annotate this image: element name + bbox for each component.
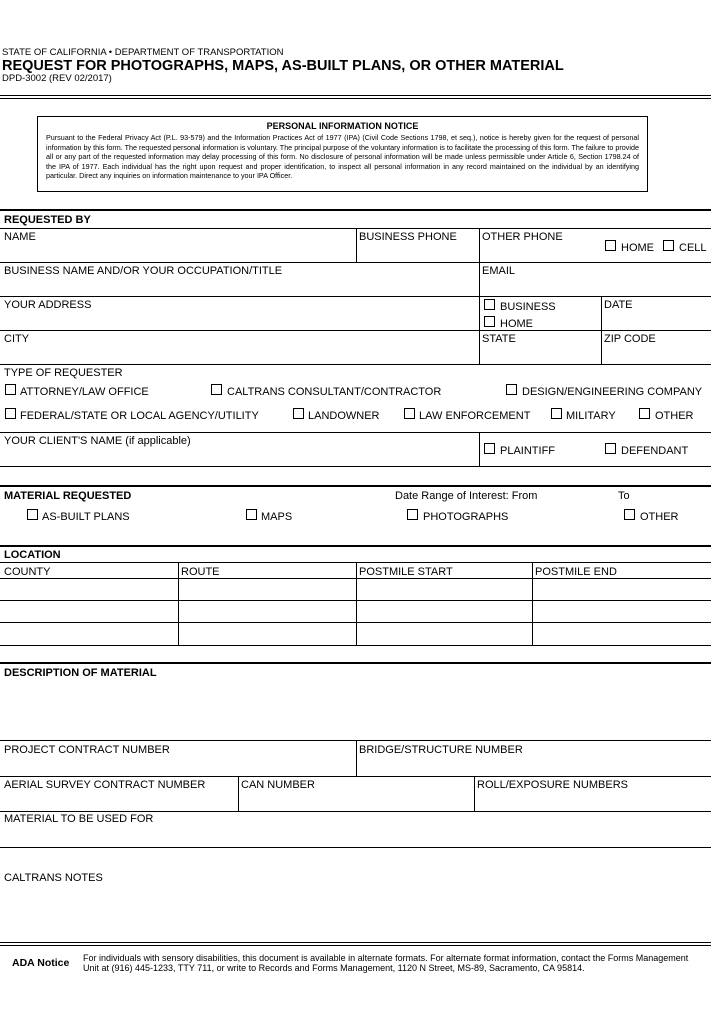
agency-label: FEDERAL/STATE OR LOCAL AGENCY/UTILITY [20,410,259,422]
county-column-header: COUNTY [4,566,51,578]
other-requester-checkbox[interactable] [639,408,650,419]
agency-line: STATE OF CALIFORNIA • DEPARTMENT OF TRANSPORTATION [2,47,284,58]
type-of-requester-heading: TYPE OF REQUESTER [4,367,123,379]
personal-information-notice [37,116,648,192]
attorney-label: ATTORNEY/LAW OFFICE [20,386,149,398]
section-rule [0,209,711,211]
postmile-start-cell[interactable] [358,624,530,643]
date-field[interactable] [603,312,709,330]
email-label: EMAIL [482,265,516,277]
description-field[interactable] [2,682,709,738]
row-rule [0,330,711,331]
law-enforcement-label: LAW ENFORCEMENT [419,410,531,422]
section-rule [0,545,711,547]
cell-phone-checkbox[interactable] [663,240,674,251]
photographs-label: PHOTOGRAPHS [423,511,509,523]
row-rule [0,262,711,263]
design-checkbox[interactable] [506,384,517,395]
plaintiff-label: PLAINTIFF [500,445,556,457]
can-number-label: CAN NUMBER [241,779,315,791]
route-cell[interactable] [180,580,354,599]
row-rule [0,811,711,812]
postmile-start-cell[interactable] [358,602,530,621]
row-rule [0,776,711,777]
consultant-label: CALTRANS CONSULTANT/CONTRACTOR [227,386,442,398]
row-rule [0,296,711,297]
row-rule [0,847,711,848]
business-address-checkbox[interactable] [484,299,495,310]
email-field[interactable] [481,278,709,296]
aerial-survey-label: AERIAL SURVEY CONTRACT NUMBER [4,779,206,791]
postmile-end-cell[interactable] [534,602,709,621]
landowner-checkbox[interactable] [293,408,304,419]
material-use-field[interactable] [2,827,709,845]
aerial-survey-field[interactable] [2,792,236,810]
row-rule [0,364,711,365]
col-rule [479,330,480,364]
postmile-start-column-header: POSTMILE START [359,566,453,578]
col-rule [178,562,179,645]
col-rule [479,262,480,296]
date-range-to-field[interactable] [634,488,708,502]
roll-exposure-label: ROLL/EXPOSURE NUMBERS [477,779,628,791]
defendant-checkbox[interactable] [605,443,616,454]
client-name-field[interactable] [2,448,477,466]
postmile-start-cell[interactable] [358,580,530,599]
project-contract-field[interactable] [2,757,354,775]
landowner-label: LANDOWNER [308,410,380,422]
military-label: MILITARY [566,410,616,422]
county-cell[interactable] [2,624,176,643]
business-phone-field[interactable] [358,244,478,262]
caltrans-notes-field[interactable] [2,886,709,940]
asbuilt-checkbox[interactable] [27,509,38,520]
military-checkbox[interactable] [551,408,562,419]
client-name-label: YOUR CLIENT'S NAME (if applicable) [4,435,191,447]
form-title: REQUEST FOR PHOTOGRAPHS, MAPS, AS-BUILT PLANS, OR OTHER MATERIAL [2,58,564,74]
county-cell[interactable] [2,580,176,599]
address-label: YOUR ADDRESS [4,299,92,311]
project-contract-label: PROJECT CONTRACT NUMBER [4,744,170,756]
business-phone-label: BUSINESS PHONE [359,231,457,243]
row-rule [0,645,711,646]
form-id: DPD-3002 (REV 02/2017) [2,73,112,84]
requested-by-heading: REQUESTED BY [4,214,91,226]
bridge-structure-label: BRIDGE/STRUCTURE NUMBER [359,744,523,756]
business-address-label: BUSINESS [500,301,556,313]
zip-label: ZIP CODE [604,333,656,345]
postmile-end-cell[interactable] [534,624,709,643]
cell-phone-label: CELL [679,242,707,254]
row-rule [0,466,711,467]
col-rule [238,776,239,811]
business-name-field[interactable] [2,278,477,296]
footer-rule [0,942,711,943]
law-enforcement-checkbox[interactable] [404,408,415,419]
route-column-header: ROUTE [181,566,220,578]
business-name-label: BUSINESS NAME AND/OR YOUR OCCUPATION/TITLE [4,265,283,277]
state-field[interactable] [481,346,599,364]
defendant-label: DEFENDANT [621,445,689,457]
col-rule [601,296,602,330]
consultant-checkbox[interactable] [211,384,222,395]
photographs-checkbox[interactable] [407,509,418,520]
description-heading: DESCRIPTION OF MATERIAL [4,667,157,679]
plaintiff-checkbox[interactable] [484,443,495,454]
postmile-end-cell[interactable] [534,580,709,599]
date-label: DATE [604,299,633,311]
col-rule [479,228,480,262]
col-rule [479,296,480,330]
route-cell[interactable] [180,624,354,643]
col-rule [356,740,357,776]
maps-label: MAPS [261,511,293,523]
other-material-label: OTHER [640,511,679,523]
maps-checkbox[interactable] [246,509,257,520]
can-number-field[interactable] [240,792,472,810]
location-heading: LOCATION [4,549,61,561]
ada-notice-label: ADA Notice [12,957,70,969]
date-range-from-field[interactable] [540,488,612,502]
col-rule [474,776,475,811]
date-range-from-label: Date Range of Interest: From [395,490,538,502]
city-label: CITY [4,333,30,345]
asbuilt-label: AS-BUILT PLANS [42,511,130,523]
postmile-end-column-header: POSTMILE END [535,566,617,578]
county-cell[interactable] [2,602,176,621]
section-rule [0,662,711,664]
agency-checkbox[interactable] [5,408,16,419]
notice-title: PERSONAL INFORMATION NOTICE [266,121,419,131]
col-rule [601,330,602,364]
row-rule [0,432,711,433]
col-rule [479,432,480,466]
notice-body: Pursuant to the Federal Privacy Act (P.L. 93-579) and the Information Practices Act of 1977 (IPA) (Civil Code Sections 1798, et seq.), notice is hereby given for the request of personal information by this form. The requested personal information is voluntary. The principal purpose of the voluntary information is to facilitate the processing of this form. The failure to provide all or any part of the requested information may delay processing of this form. No disclosure of personal information will be made unless permissible under Article 6, Section 1798.24 of the IPA of 1977. Each individual has the right upon request and proper identification, to inspect all personal information in any record maintained on the individual by an identifying particular. Direct any inquiries on information maintenance to your IPA Officer. [46,133,639,181]
caltrans-notes-label: CALTRANS NOTES [4,872,103,884]
state-label: STATE [482,333,516,345]
home-address-checkbox[interactable] [484,316,495,327]
material-requested-heading: MATERIAL REQUESTED [4,490,132,502]
name-field[interactable] [2,244,354,262]
home-phone-checkbox[interactable] [605,240,616,251]
other-material-checkbox[interactable] [624,509,635,520]
name-label: NAME [4,231,36,243]
ada-notice-text: For individuals with sensory disabilities, this document is available in alternate formats. For alternate format information, contact the Forms Management Unit at (916) 445-1233, TTY 711, or write to Records and Forms Management, 1120 N Street, MS-89, Sacramento, CA 95814. [83,953,689,973]
route-cell[interactable] [180,602,354,621]
address-field[interactable] [2,312,477,330]
roll-exposure-field[interactable] [476,792,709,810]
col-rule [532,562,533,645]
material-use-label: MATERIAL TO BE USED FOR [4,813,154,825]
home-phone-label: HOME [621,242,654,254]
attorney-checkbox[interactable] [5,384,16,395]
other-requester-label: OTHER [655,410,694,422]
col-rule [356,228,357,262]
date-range-to-label: To [618,490,630,502]
header-rule [0,95,711,96]
city-field[interactable] [2,346,477,364]
bridge-structure-field[interactable] [358,757,709,775]
design-label: DESIGN/ENGINEERING COMPANY [522,386,703,398]
other-phone-label: OTHER PHONE [482,231,563,243]
col-rule [356,562,357,645]
footer-rule [0,945,711,946]
zip-field[interactable] [603,346,709,364]
header-rule [0,98,711,99]
home-address-label: HOME [500,318,533,330]
section-rule [0,485,711,487]
